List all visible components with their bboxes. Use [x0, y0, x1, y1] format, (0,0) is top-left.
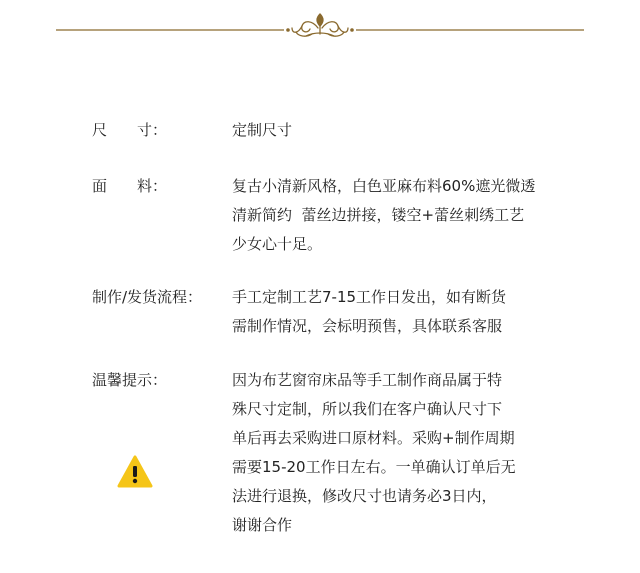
- ornament-divider-icon: [56, 8, 584, 44]
- notice-label: 温馨提示：: [92, 371, 168, 389]
- size-value-text: 定制尺寸: [232, 121, 293, 139]
- notice-line: 单后再去采购进口原材料。采购+制作周期: [232, 429, 515, 447]
- size-label-part-1: 尺: [92, 121, 108, 139]
- notice-line: 因为布艺窗帘床品等手工制作商品属于特: [232, 371, 503, 389]
- material-line: 复古小清新风格，白色亚麻布料60%遮光微透: [232, 177, 536, 195]
- ornament-divider: [56, 8, 584, 44]
- material-label-part-1: 面: [92, 177, 108, 195]
- shipping-line: 需制作情况，会标明预售，具体联系客服: [232, 317, 503, 335]
- material-line: 少女心十足。: [232, 235, 323, 253]
- warning-icon: [117, 455, 153, 489]
- material-label-part-2: 料：: [137, 177, 168, 195]
- notice-value: [232, 366, 592, 540]
- material-value: [232, 172, 592, 259]
- shipping-value: [232, 283, 592, 341]
- size-value: [232, 116, 592, 145]
- shipping-label: 制作/发货流程：: [92, 288, 203, 306]
- shipping-line: 手工定制工艺7-15工作日发出，如有断货: [232, 288, 507, 306]
- size-label: [92, 116, 167, 145]
- material-line: 清新简约 蕾丝边拼接，镂空+蕾丝刺绣工艺: [232, 206, 525, 224]
- notice-line: 殊尺寸定制，所以我们在客户确认尺寸下: [232, 400, 503, 418]
- notice-line: 需要15-20工作日左右。一单确认订单后无: [232, 458, 516, 476]
- notice-line: 谢谢合作: [232, 516, 293, 534]
- notice-line: 法进行退换，修改尺寸也请务必3日内，: [232, 487, 497, 505]
- material-label: [92, 172, 167, 201]
- size-label-part-2: 寸：: [137, 121, 168, 139]
